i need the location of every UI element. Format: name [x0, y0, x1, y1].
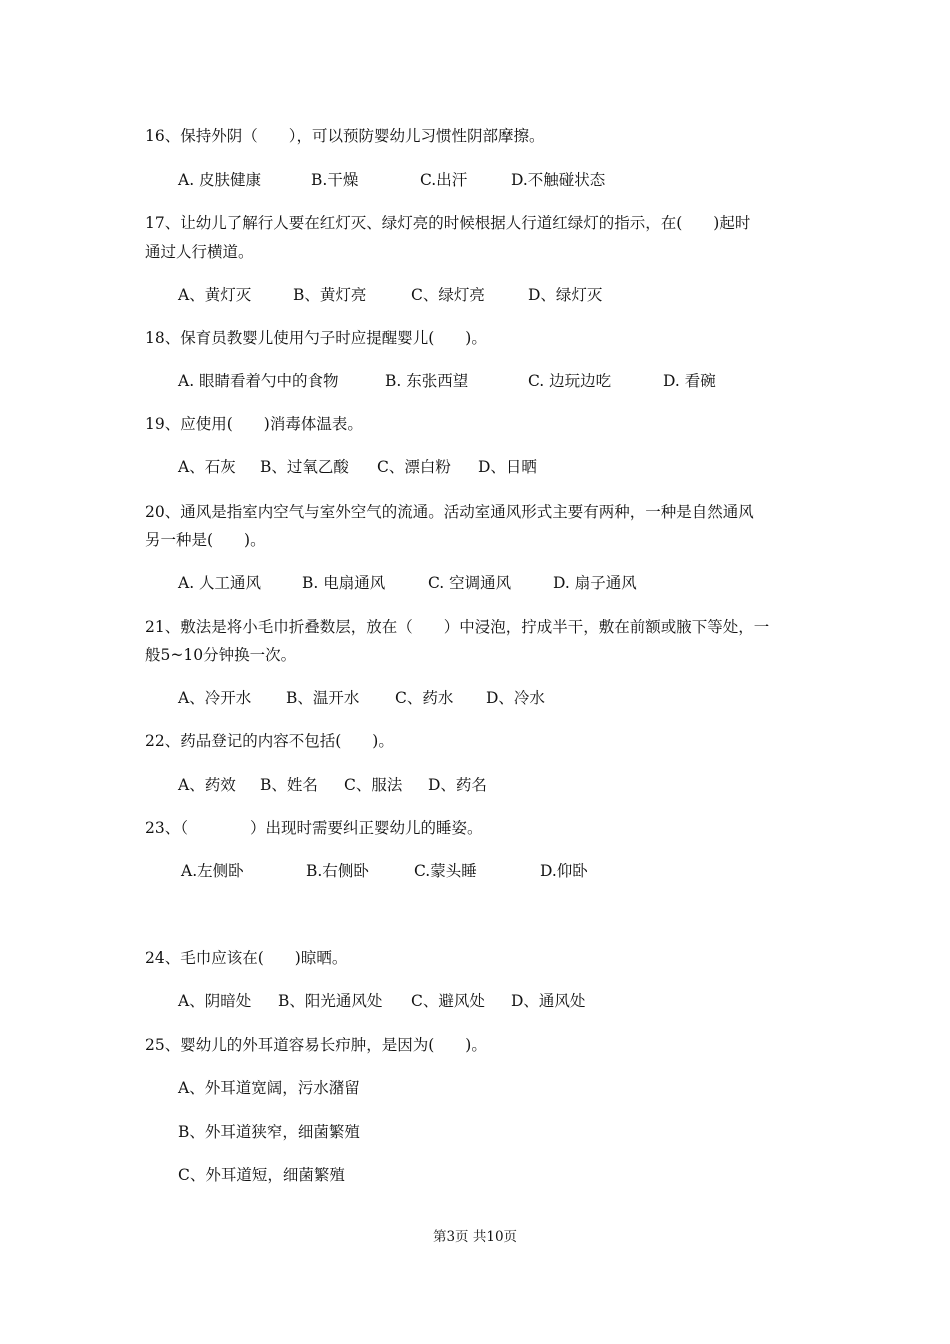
option-b: B、阳光通风处	[278, 992, 383, 1010]
option-c: C.蒙头睡	[414, 862, 477, 880]
option-b: B、黄灯亮	[293, 286, 367, 304]
option-a: A、石灰	[178, 458, 236, 476]
question-22-text: 22、药品登记的内容不包括( )。	[145, 732, 394, 750]
option-a: A. 皮肤健康	[178, 171, 262, 189]
option-b: B. 东张西望	[385, 372, 469, 390]
option-d: D、药名	[428, 776, 487, 794]
option-b: B.干燥	[311, 171, 359, 189]
page-footer: 第3页 共10页	[432, 1229, 518, 1245]
question-20-text: 20、通风是指室内空气与室外空气的流通。活动室通风形式主要有两种，一种是自然通风	[145, 503, 754, 521]
option-c: C.出汗	[420, 171, 468, 189]
option-d: D、日晒	[478, 458, 537, 476]
option-a: A. 眼睛看着勺中的食物	[178, 372, 339, 390]
question-19-text: 19、应使用( )消毒体温表。	[145, 415, 363, 433]
option-b: B、姓名	[260, 776, 318, 794]
option-a: A、冷开水	[178, 689, 252, 707]
option-d: D、通风处	[511, 992, 586, 1010]
option-b: B、过氧乙酸	[260, 458, 349, 476]
question-18-text: 18、保育员教婴儿使用勺子时应提醒婴儿( )。	[145, 329, 487, 347]
option-c: C、避风处	[411, 992, 485, 1010]
option-a: A. 人工通风	[178, 574, 262, 592]
question-16-text: 16、保持外阴（ ），可以预防婴幼儿习惯性阴部摩擦。	[145, 127, 545, 145]
option-d: D.不触碰状态	[511, 171, 606, 189]
option-c: C、服法	[344, 776, 403, 794]
question-25-option-c: C、外耳道短，细菌繁殖	[178, 1166, 345, 1184]
option-b: B、温开水	[286, 689, 360, 707]
option-c: C. 空调通风	[428, 574, 512, 592]
question-17-text: 17、让幼儿了解行人要在红灯灭、绿灯亮的时候根据人行道红绿灯的指示，在( )起时	[145, 214, 751, 232]
option-c: C. 边玩边吃	[528, 372, 612, 390]
option-d: D、冷水	[486, 689, 545, 707]
option-a: A、阴暗处	[178, 992, 252, 1010]
option-d: D. 扇子通风	[553, 574, 637, 592]
question-25-option-a: A、外耳道宽阔，污水潴留	[178, 1079, 360, 1097]
option-a: A、黄灯灭	[178, 286, 252, 304]
option-a: A、药效	[178, 776, 236, 794]
question-21-text: 21、敷法是将小毛巾折叠数层，放在（ ）中浸泡，拧成半干，敷在前额或腋下等处，一	[145, 618, 770, 636]
option-b: B. 电扇通风	[302, 574, 386, 592]
question-23-text: 23、（ ）出现时需要纠正婴幼儿的睡姿。	[145, 819, 483, 837]
option-d: D.仰卧	[540, 862, 588, 880]
question-25-text: 25、婴幼儿的外耳道容易长疖肿，是因为( )。	[145, 1036, 487, 1054]
question-24-text: 24、毛巾应该在( )晾晒。	[145, 949, 348, 967]
option-d: D. 看碗	[663, 372, 716, 390]
option-c: C、漂白粉	[377, 458, 451, 476]
question-20-text-cont: 另一种是( )。	[145, 531, 266, 549]
option-a: A.左侧卧	[181, 862, 244, 880]
question-25-option-b: B、外耳道狭窄，细菌繁殖	[178, 1123, 360, 1141]
option-c: C、绿灯亮	[411, 286, 485, 304]
option-c: C、药水	[395, 689, 454, 707]
question-21-text-cont: 般5~10分钟换一次。	[145, 646, 297, 664]
question-17-text-cont: 通过人行横道。	[145, 243, 254, 261]
option-d: D、绿灯灭	[528, 286, 603, 304]
option-b: B.右侧卧	[306, 862, 369, 880]
